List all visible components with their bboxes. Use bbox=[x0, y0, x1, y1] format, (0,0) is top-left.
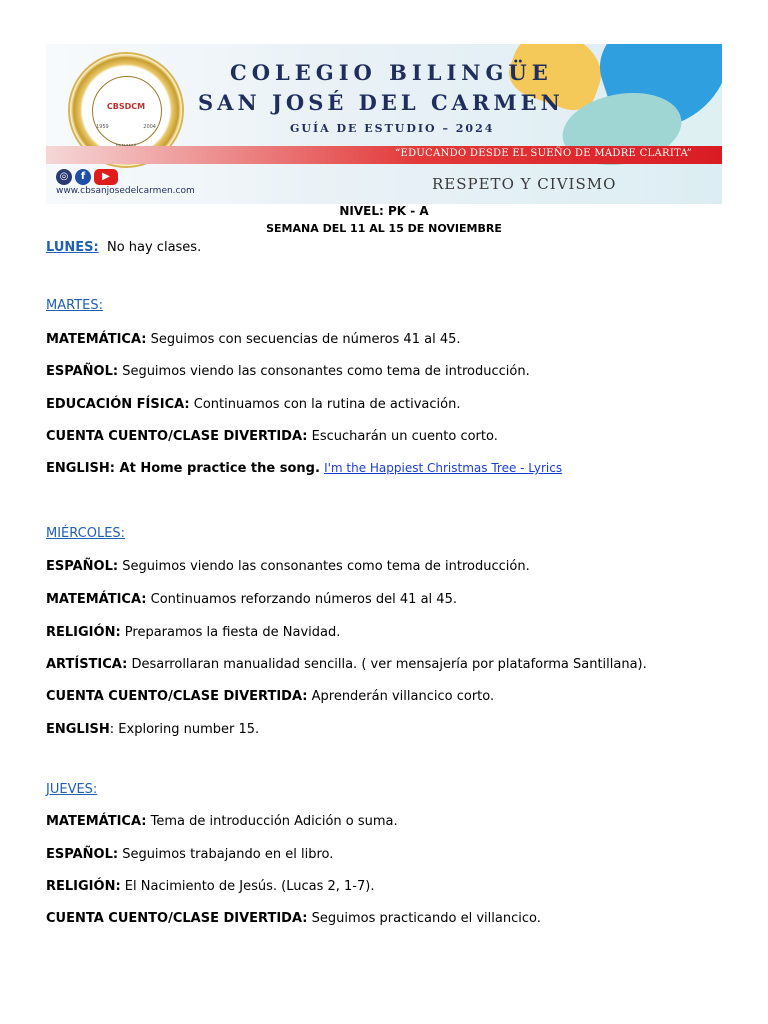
subject-text: : Exploring number 15. bbox=[109, 722, 260, 737]
subject-label: RELIGIÓN: bbox=[46, 879, 121, 894]
list-item bbox=[46, 364, 530, 379]
subject-text: Escucharán un cuento corto. bbox=[307, 429, 498, 444]
list-item bbox=[46, 689, 494, 704]
list-item bbox=[46, 592, 457, 607]
subject-label: CUENTA CUENTO/CLASE DIVERTIDA: bbox=[46, 911, 308, 926]
list-item bbox=[46, 879, 374, 894]
logo-year-right: 2004 bbox=[143, 124, 156, 130]
subject-label: CUENTA CUENTO/CLASE DIVERTIDA: bbox=[46, 689, 308, 704]
monday-text: No hay clases. bbox=[106, 240, 202, 255]
day-tuesday: MARTES: bbox=[46, 298, 103, 313]
subject-label: ESPAÑOL: bbox=[46, 364, 119, 379]
study-guide-label: GUÍA DE ESTUDIO – 2024 bbox=[290, 122, 495, 135]
list-item bbox=[46, 847, 333, 862]
list-item bbox=[46, 911, 541, 926]
logo-monogram: CBSDCM bbox=[106, 102, 146, 111]
subject-text: Continuamos con la rutina de activación. bbox=[189, 397, 461, 412]
subject-text: Preparamos la fiesta de Navidad. bbox=[120, 625, 341, 640]
subject-text: Desarrollaran manualidad sencilla. ( ver mensajería por plataforma Santillana). bbox=[127, 657, 647, 672]
day-monday: LUNES: bbox=[46, 240, 99, 255]
subject-text: Continuamos reforzando números del 41 al 45. bbox=[146, 592, 457, 607]
subject-text: Seguimos trabajando en el libro. bbox=[118, 847, 334, 862]
subject-label: ESPAÑOL: bbox=[46, 847, 119, 862]
motto-bar bbox=[46, 146, 722, 164]
list-item bbox=[46, 429, 498, 444]
youtube-icon[interactable]: ▶ bbox=[94, 169, 118, 185]
school-name-line1: COLEGIO BILINGÜE bbox=[230, 60, 553, 85]
song-link[interactable]: I'm the Happiest Christmas Tree - Lyrics bbox=[324, 461, 563, 475]
list-item bbox=[46, 461, 562, 476]
subject-label: ARTÍSTICA: bbox=[46, 657, 128, 672]
school-name-line2: SAN JOSÉ DEL CARMEN bbox=[198, 90, 564, 115]
facebook-icon[interactable]: f bbox=[75, 169, 91, 185]
subject-text: Seguimos viendo las consonantes como tema de introducción. bbox=[118, 559, 530, 574]
logo-inner-ring bbox=[92, 76, 162, 146]
subject-label: ESPAÑOL: bbox=[46, 559, 119, 574]
day-thursday: JUEVES: bbox=[46, 782, 98, 797]
list-item bbox=[46, 625, 340, 640]
subject-label: CUENTA CUENTO/CLASE DIVERTIDA: bbox=[46, 429, 308, 444]
list-item bbox=[46, 722, 259, 737]
subject-label: MATEMÁTICA: bbox=[46, 592, 147, 607]
subject-label: MATEMÁTICA: bbox=[46, 332, 147, 347]
week-heading: SEMANA DEL 11 AL 15 DE NOVIEMBRE bbox=[266, 222, 502, 235]
day-wednesday: MIÉRCOLES: bbox=[46, 526, 126, 541]
list-item bbox=[46, 332, 461, 347]
list-item bbox=[46, 397, 460, 412]
social-icons bbox=[56, 169, 118, 185]
instagram-icon[interactable]: ◎ bbox=[56, 169, 72, 185]
list-item bbox=[46, 814, 398, 829]
tuesday-heading bbox=[46, 298, 103, 313]
subject-text: Seguimos viendo las consonantes como tema de introducción. bbox=[118, 364, 530, 379]
subject-text: Tema de introducción Adición o suma. bbox=[146, 814, 398, 829]
subject-text: Seguimos con secuencias de números 41 al 45. bbox=[146, 332, 461, 347]
logo-year-left: 1959 bbox=[96, 124, 109, 130]
value-text: RESPETO Y CIVISMO bbox=[432, 175, 617, 193]
subject-text: Seguimos practicando el villancico. bbox=[307, 911, 541, 926]
list-item bbox=[46, 657, 647, 672]
header-banner bbox=[46, 44, 722, 204]
wednesday-heading bbox=[46, 526, 125, 541]
list-item bbox=[46, 559, 530, 574]
level-heading: NIVEL: PK - A bbox=[339, 204, 429, 218]
subject-label: ENGLISH: At Home practice the song. bbox=[46, 461, 320, 476]
subject-label: ENGLISH bbox=[46, 722, 110, 737]
motto-text: “EDUCANDO DESDE EL SUEÑO DE MADRE CLARITA” bbox=[395, 148, 692, 159]
monday-line bbox=[46, 240, 201, 255]
subject-text: El Nacimiento de Jesús. (Lucas 2, 1-7). bbox=[120, 879, 375, 894]
subject-text: Aprenderán villancico corto. bbox=[307, 689, 495, 704]
subject-label: EDUCACIÓN FÍSICA: bbox=[46, 397, 190, 412]
subject-label: MATEMÁTICA: bbox=[46, 814, 147, 829]
thursday-heading bbox=[46, 782, 97, 797]
subject-label: RELIGIÓN: bbox=[46, 625, 121, 640]
website-text: www.cbsanjosedelcarmen.com bbox=[56, 186, 195, 196]
